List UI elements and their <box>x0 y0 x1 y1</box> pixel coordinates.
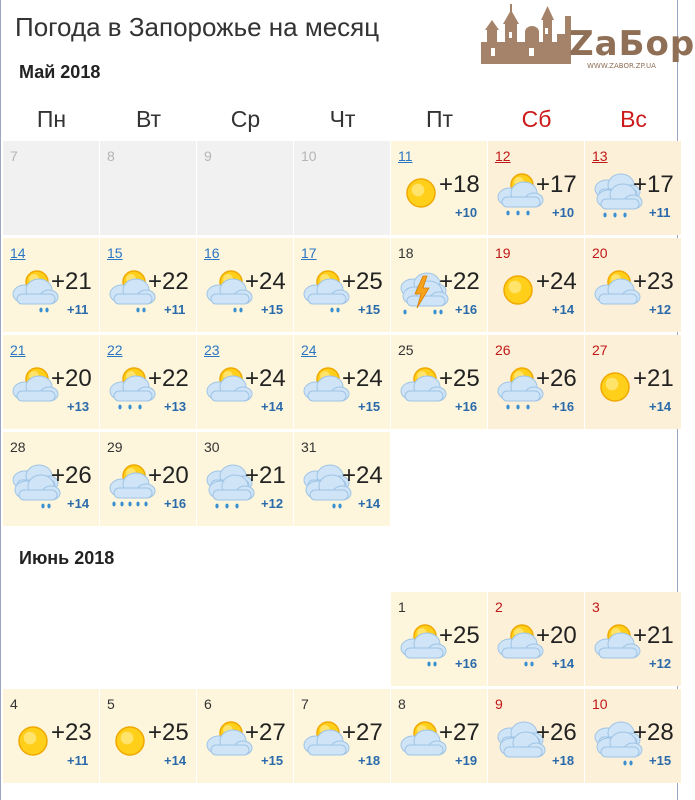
day-number[interactable]: 13 <box>592 148 608 164</box>
day-cell[interactable] <box>294 689 390 783</box>
logo-text: ZaБор <box>569 24 695 64</box>
day-cell <box>3 141 99 235</box>
weekday-tue: Вт <box>135 106 162 132</box>
min-temperature: +15 <box>261 753 284 768</box>
day-cell[interactable] <box>100 432 196 526</box>
day-number: 10 <box>592 696 608 712</box>
day-cell[interactable] <box>197 689 293 783</box>
site-logo[interactable] <box>477 2 695 70</box>
max-temperature: +23 <box>51 719 92 746</box>
day-number[interactable]: 12 <box>495 148 511 164</box>
min-temperature: +19 <box>455 753 478 768</box>
day-number: 20 <box>592 245 608 261</box>
weekday-header <box>1 106 677 138</box>
max-temperature: +26 <box>536 719 577 746</box>
min-temperature: +11 <box>67 753 89 768</box>
day-cell[interactable] <box>391 335 487 429</box>
min-temperature: +18 <box>358 753 381 768</box>
max-temperature: +17 <box>536 171 577 198</box>
max-temperature: +20 <box>148 462 189 489</box>
max-temperature: +25 <box>439 365 480 392</box>
day-number: 5 <box>107 696 115 712</box>
min-temperature: +10 <box>552 205 575 220</box>
day-cell[interactable] <box>100 335 196 429</box>
weekday-sat: Сб <box>521 106 552 132</box>
day-number: 31 <box>301 439 317 455</box>
day-number[interactable]: 22 <box>107 342 123 358</box>
day-number: 1 <box>398 599 406 615</box>
max-temperature: +22 <box>148 268 189 295</box>
min-temperature: +14 <box>358 496 381 511</box>
day-cell[interactable] <box>3 335 99 429</box>
max-temperature: +24 <box>342 365 383 392</box>
day-number[interactable]: 14 <box>10 245 26 261</box>
day-cell[interactable] <box>391 592 487 686</box>
weekday-wed: Ср <box>230 106 261 132</box>
max-temperature: +21 <box>245 462 286 489</box>
day-cell[interactable] <box>585 335 681 429</box>
day-cell[interactable] <box>488 238 584 332</box>
min-temperature: +13 <box>164 399 187 414</box>
day-cell <box>294 141 390 235</box>
max-temperature: +20 <box>536 622 577 649</box>
day-cell[interactable] <box>197 335 293 429</box>
max-temperature: +22 <box>148 365 189 392</box>
day-cell[interactable] <box>488 689 584 783</box>
day-cell[interactable] <box>3 238 99 332</box>
weekday-sun: Вс <box>620 106 647 132</box>
max-temperature: +21 <box>51 268 92 295</box>
min-temperature: +12 <box>649 656 672 671</box>
logo-url: WWW.ZABOR.ZP.UA <box>587 62 656 70</box>
max-temperature: +24 <box>245 268 286 295</box>
min-temperature: +13 <box>67 399 90 414</box>
day-cell[interactable] <box>294 335 390 429</box>
min-temperature: +10 <box>455 205 478 220</box>
day-cell[interactable] <box>391 238 487 332</box>
day-number: 19 <box>495 245 511 261</box>
weekday-mon: Пн <box>36 106 67 132</box>
min-temperature: +11 <box>67 302 89 317</box>
day-cell[interactable] <box>391 141 487 235</box>
day-number: 18 <box>398 245 414 261</box>
min-temperature: +16 <box>552 399 575 414</box>
day-number: 8 <box>107 148 115 164</box>
day-cell[interactable] <box>197 432 293 526</box>
day-cell[interactable] <box>294 432 390 526</box>
max-temperature: +27 <box>245 719 286 746</box>
min-temperature: +11 <box>649 205 671 220</box>
max-temperature: +17 <box>633 171 674 198</box>
day-number[interactable]: 16 <box>204 245 220 261</box>
weekday-fri: Пт <box>425 106 454 132</box>
page-title: Погода в Запорожье на месяц <box>15 12 380 42</box>
day-cell[interactable] <box>488 141 584 235</box>
day-number: 9 <box>495 696 503 712</box>
min-temperature: +16 <box>164 496 187 511</box>
day-cell <box>100 141 196 235</box>
day-number: 10 <box>301 148 317 164</box>
max-temperature: +24 <box>536 268 577 295</box>
day-number: 6 <box>204 696 212 712</box>
day-number[interactable]: 21 <box>10 342 26 358</box>
day-cell[interactable] <box>3 432 99 526</box>
day-cell[interactable] <box>100 689 196 783</box>
day-cell[interactable] <box>100 238 196 332</box>
day-cell[interactable] <box>488 592 584 686</box>
month-title-june: Июнь 2018 <box>19 548 115 568</box>
min-temperature: +15 <box>649 753 672 768</box>
max-temperature: +27 <box>439 719 480 746</box>
day-number: 7 <box>10 148 18 164</box>
day-cell[interactable] <box>585 689 681 783</box>
max-temperature: +28 <box>633 719 674 746</box>
max-temperature: +25 <box>342 268 383 295</box>
day-number: 3 <box>592 599 600 615</box>
min-temperature: +12 <box>261 496 284 511</box>
max-temperature: +24 <box>245 365 286 392</box>
min-temperature: +18 <box>552 753 575 768</box>
day-cell[interactable] <box>585 592 681 686</box>
day-number[interactable]: 23 <box>204 342 220 358</box>
min-temperature: +14 <box>67 496 90 511</box>
day-cell[interactable] <box>294 238 390 332</box>
max-temperature: +18 <box>439 171 480 198</box>
day-cell[interactable] <box>585 238 681 332</box>
day-number: 29 <box>107 439 123 455</box>
max-temperature: +26 <box>536 365 577 392</box>
day-number: 2 <box>495 599 503 615</box>
min-temperature: +12 <box>649 302 672 317</box>
day-number: 28 <box>10 439 26 455</box>
weekday-thu: Чт <box>329 106 356 132</box>
min-temperature: +16 <box>455 302 478 317</box>
min-temperature: +14 <box>552 302 575 317</box>
min-temperature: +15 <box>358 302 381 317</box>
min-temperature: +15 <box>358 399 381 414</box>
day-cell[interactable] <box>391 689 487 783</box>
max-temperature: +26 <box>51 462 92 489</box>
day-number: 26 <box>495 342 511 358</box>
day-number: 8 <box>398 696 406 712</box>
day-number: 27 <box>592 342 608 358</box>
day-number[interactable]: 11 <box>398 148 413 164</box>
day-number[interactable]: 17 <box>301 245 317 261</box>
min-temperature: +14 <box>649 399 672 414</box>
day-number: 30 <box>204 439 220 455</box>
day-number: 9 <box>204 148 212 164</box>
min-temperature: +11 <box>164 302 186 317</box>
max-temperature: +21 <box>633 622 674 649</box>
max-temperature: +20 <box>51 365 92 392</box>
max-temperature: +24 <box>342 462 383 489</box>
min-temperature: +14 <box>552 656 575 671</box>
day-cell[interactable] <box>585 141 681 235</box>
max-temperature: +21 <box>633 365 674 392</box>
month-title-may: Май 2018 <box>19 62 101 82</box>
max-temperature: +22 <box>439 268 480 295</box>
min-temperature: +16 <box>455 399 478 414</box>
day-number: 7 <box>301 696 309 712</box>
min-temperature: +15 <box>261 302 284 317</box>
day-cell[interactable] <box>488 335 584 429</box>
day-number[interactable]: 24 <box>301 342 317 358</box>
day-cell <box>197 141 293 235</box>
day-number: 4 <box>10 696 18 712</box>
min-temperature: +16 <box>455 656 478 671</box>
day-cell[interactable] <box>197 238 293 332</box>
day-cell[interactable] <box>3 689 99 783</box>
min-temperature: +14 <box>261 399 284 414</box>
day-number[interactable]: 15 <box>107 245 123 261</box>
max-temperature: +23 <box>633 268 674 295</box>
min-temperature: +14 <box>164 753 187 768</box>
max-temperature: +25 <box>148 719 189 746</box>
max-temperature: +25 <box>439 622 480 649</box>
day-number: 25 <box>398 342 414 358</box>
max-temperature: +27 <box>342 719 383 746</box>
